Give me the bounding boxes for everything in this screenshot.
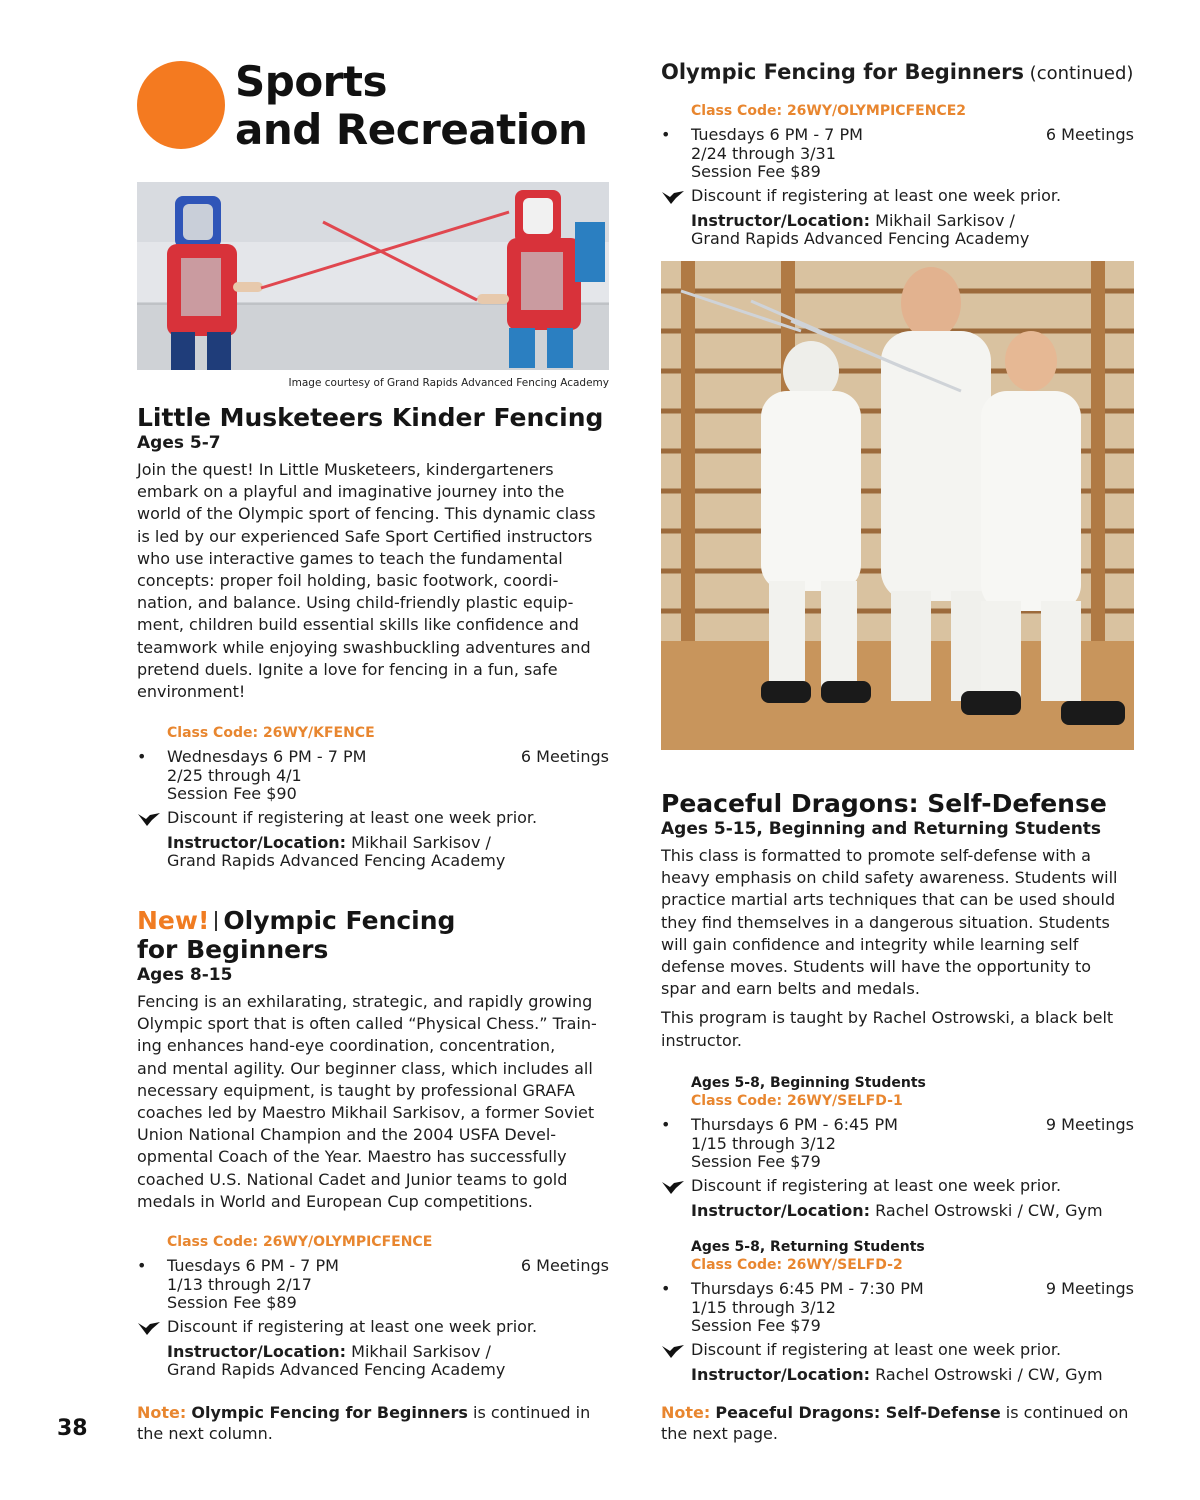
desc-line: necessary equipment, is taught by professional GRAFA [137,1080,575,1100]
desc-line: ment, children build essential skills like confidence and [137,615,579,635]
orange-circle-icon [137,61,225,149]
desc-line: ing enhances hand-eye coordination, concentration, [137,1036,556,1056]
bird-swoosh-icon [137,1320,161,1336]
session1-discount [661,1176,1134,1196]
kfence-description [137,459,609,703]
desc-line: heavy emphasis on child safety awareness. Students will [661,868,1118,888]
desc-line: medals in World and European Cup competitions. [137,1191,533,1211]
session2-schedule [661,1280,1134,1336]
note-line2: the next column. [137,1424,273,1443]
session-dates: 1/15 through 3/12 [691,1133,836,1153]
bird-swoosh-icon [661,1343,685,1359]
olympic-title-line2: for Beginners [137,935,329,964]
section-title-line1: Sports [235,57,387,106]
olympic2-discount [661,186,1134,206]
session-fee: Session Fee $79 [691,1316,821,1335]
session-meetings: 6 Meetings [520,747,609,766]
session2-instructor [661,1366,1134,1385]
olympic-title-line1: Olympic Fencing [223,906,456,935]
desc-line: coaches led by Maestro Mikhail Sarkisov, a former Soviet [137,1103,595,1123]
olympic-instructor [137,1343,609,1380]
discount-text: Discount if registering at least one week prior. [691,1339,1062,1359]
instructor-value: Rachel Ostrowski / CW, Gym [870,1200,1103,1220]
desc-line: is led by our experienced Safe Sport Certified instructors [137,526,593,546]
session2-ages: Ages 5-8, Returning Students [691,1239,925,1255]
session1-ages: Ages 5-8, Beginning Students [691,1075,926,1091]
kfence-schedule [137,724,609,871]
kfence-session [137,748,609,804]
kfence-discount [137,808,609,828]
discount-text: Discount if registering at least one week prior. [691,185,1062,205]
bullet-icon: • [137,747,147,766]
bullet-icon: • [661,125,671,144]
desc-line: world of the Olympic sport of fencing. This dynamic class [137,504,596,524]
section-title-line2: and Recreation [235,105,588,154]
session-meetings: 9 Meetings [1045,1115,1134,1134]
olympic-note [137,1402,609,1444]
dragons-note [661,1402,1134,1444]
session-dates: 1/15 through 3/12 [691,1297,836,1317]
olympic-continued-heading [661,58,1134,88]
dragons-session-1 [661,1074,1134,1220]
new-badge: New! [137,906,210,935]
bullet-icon: • [661,1115,671,1134]
session-day: Wednesdays 6 PM - 7 PM [167,747,367,766]
session1-class-code: Class Code: 26WY/SELFD-1 [691,1093,903,1109]
desc-line: Join the quest! In Little Musketeers, kindergarteners [137,460,554,479]
session2-class-code: Class Code: 26WY/SELFD-2 [691,1257,903,1273]
session2-discount [661,1340,1134,1360]
desc-line: environment! [137,682,246,702]
continued-suffix: (continued) [1023,63,1134,84]
instructor-label: Instructor/Location: [691,1364,871,1384]
desc-line: who use interactive games to teach the fundamental [137,548,563,568]
desc-line: and mental agility. Our beginner class, which includes all [137,1058,593,1078]
instructor-location: Grand Rapids Advanced Fencing Academy [167,851,506,870]
desc-line: teamwork while enjoying swashbuckling adventures and [137,637,591,657]
session1-schedule [661,1116,1134,1172]
bullet-icon: • [661,1279,671,1298]
kfence-ages: Ages 5-7 [137,433,221,453]
olympic-ages: Ages 8-15 [137,965,233,985]
discount-text: Discount if registering at least one week prior. [167,807,538,827]
discount-text: Discount if registering at least one week prior. [167,1316,538,1336]
session-meetings: 9 Meetings [1045,1279,1134,1298]
olympic-title [137,906,609,935]
bird-swoosh-icon [661,1179,685,1195]
session-meetings: 6 Meetings [1045,125,1134,144]
instructor-label: Instructor/Location: [167,1341,347,1361]
session-meetings: 6 Meetings [520,1256,609,1275]
desc-line: Union National Champion and the 2004 USFA Devel- [137,1125,557,1145]
session-day: Tuesdays 6 PM - 7 PM [691,125,863,144]
bird-swoosh-icon [661,189,685,205]
desc-line: Olympic sport that is often called “Physical Chess.” Train- [137,1014,597,1034]
desc-line: they find themselves in a dangerous situation. Students [661,912,1110,932]
desc-line: nation, and balance. Using child-friendly plastic equip- [137,593,574,613]
desc-line: coached U.S. National Cadet and Junior teams to gold [137,1169,568,1189]
kfence-title: Little Musketeers Kinder Fencing [137,403,604,432]
dragons-session-2 [661,1238,1134,1384]
note-bold: Olympic Fencing for Beginners [191,1403,468,1422]
instructor-value: Mikhail Sarkisov / [346,1341,491,1361]
olympic-continued-block [661,58,1134,249]
kids-fencing-photo [137,182,609,370]
photo-caption: Image courtesy of Grand Rapids Advanced Fencing Academy [288,377,609,389]
instructor-value: Mikhail Sarkisov / [346,832,491,852]
desc-line: opmental Coach of the Year. Maestro has successfully [137,1147,567,1167]
instructor-value: Mikhail Sarkisov / [870,210,1015,230]
desc-line: concepts: proper foil holding, basic footwork, coordi- [137,571,559,591]
session-day: Thursdays 6:45 PM - 7:30 PM [691,1279,924,1298]
olympic2-session [661,126,1134,182]
instructor-label: Instructor/Location: [691,1200,871,1220]
instructor-label: Instructor/Location: [167,832,347,852]
olympic-session [137,1257,609,1313]
desc-line: embark on a playful and imaginative journey into the [137,482,565,502]
session-day: Thursdays 6 PM - 6:45 PM [691,1115,898,1134]
dragons-ages: Ages 5-15, Beginning and Returning Students [661,819,1102,839]
dragons-instructor-note [661,1007,1134,1051]
desc-line: Fencing is an exhilarating, strategic, and rapidly growing [137,992,593,1011]
session1-instructor [661,1202,1134,1221]
session-day: Tuesdays 6 PM - 7 PM [167,1256,339,1275]
section-title [235,58,587,154]
olympic2-class-code: Class Code: 26WY/OLYMPICFENCE2 [691,103,966,119]
desc-line: instructor. [661,1030,742,1050]
olympic-description [137,991,609,1213]
kfence-instructor [137,834,609,871]
title-divider [215,911,217,931]
session-fee: Session Fee $79 [691,1152,821,1171]
coach-fencing-photo [661,261,1134,750]
dragons-description [661,845,1134,1000]
olympic-discount [137,1317,609,1337]
bird-swoosh-icon [137,811,161,827]
session-dates: 2/24 through 3/31 [691,143,836,163]
note-label: Note: [661,1403,711,1422]
dragons-title: Peaceful Dragons: Self-Defense [661,789,1107,818]
desc-line: defense moves. Students will have the opportunity to [661,957,1092,977]
instructor-location: Grand Rapids Advanced Fencing Academy [691,229,1030,248]
olympic-class-code: Class Code: 26WY/OLYMPICFENCE [167,1234,433,1250]
olympic-block [137,906,609,1213]
note-label: Note: [137,1403,187,1422]
session-fee: Session Fee $89 [167,1293,297,1312]
desc-line: spar and earn belts and medals. [661,979,920,999]
note-bold: Peaceful Dragons: Self-Defense [715,1403,1001,1422]
olympic2-instructor [661,212,1134,249]
desc-line: pretend duels. Ignite a love for fencing in a fun, safe [137,659,558,679]
section-header [137,58,617,158]
kfence-block [137,403,609,703]
desc-line: This program is taught by Rachel Ostrowski, a black belt [661,1008,1114,1028]
note-rest: is continued in [467,1403,591,1422]
session-fee: Session Fee $90 [167,784,297,803]
desc-line: practice martial arts techniques that can be used should [661,890,1116,910]
dragons-block [661,789,1134,1052]
olympic-schedule [137,1233,609,1380]
desc-line: will gain confidence and integrity while learning self [661,934,1079,954]
session-dates: 1/13 through 2/17 [167,1274,312,1294]
bullet-icon: • [137,1256,147,1275]
instructor-label: Instructor/Location: [691,210,871,230]
note-rest: is continued on [1000,1403,1129,1422]
instructor-value: Rachel Ostrowski / CW, Gym [870,1364,1103,1384]
desc-line: This class is formatted to promote self-defense with a [661,846,1091,865]
olympic-continued-title: Olympic Fencing for Beginners [661,60,1024,84]
session-fee: Session Fee $89 [691,162,821,181]
discount-text: Discount if registering at least one week prior. [691,1175,1062,1195]
instructor-location: Grand Rapids Advanced Fencing Academy [167,1360,506,1379]
page-number: 38 [57,1416,88,1441]
session-dates: 2/25 through 4/1 [167,765,302,785]
kfence-class-code: Class Code: 26WY/KFENCE [167,725,375,741]
note-line2: the next page. [661,1424,778,1443]
